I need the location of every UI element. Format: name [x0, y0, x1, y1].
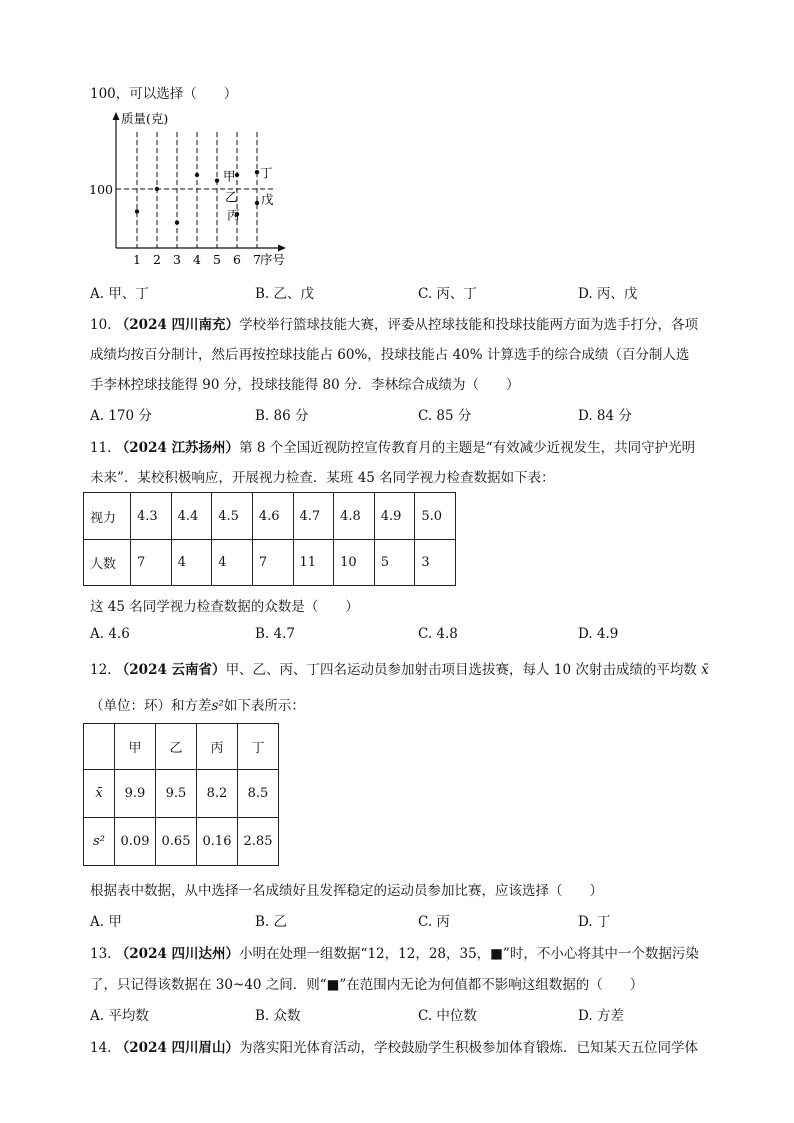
data-point	[155, 187, 159, 191]
q10-number: 10.	[90, 317, 112, 333]
shooting-header: 乙	[156, 724, 197, 770]
shooting-table	[83, 723, 279, 866]
x-tick-label: 3	[173, 252, 181, 267]
mean-cell: 9.9	[115, 770, 156, 818]
vision-row	[84, 493, 456, 540]
q13-option-a[interactable]: A. 平均数	[90, 1008, 149, 1024]
variance-cell: 2.85	[238, 818, 279, 866]
vision-cell: 4.9	[374, 493, 415, 540]
variance-row-label: s²	[84, 818, 115, 866]
q10-option-b[interactable]: B. 86 分	[255, 408, 309, 424]
x-tick-label: 7	[253, 252, 261, 267]
count-cell: 11	[293, 540, 334, 586]
q13-text: 小明在处理一组数据“12，12，28，35，■”时，不小心将其中一个数据污染	[239, 946, 699, 962]
q13-option-c[interactable]: C. 中位数	[418, 1008, 477, 1024]
data-point	[255, 201, 259, 205]
q11-line2: 未来”．某校积极响应，开展视力检查．某班 45 名同学视力检查数据如下表：	[90, 470, 555, 486]
q10-line3: 手李林控球技能得 90 分，投球技能得 80 分．李林综合成绩为（ ）	[90, 377, 520, 393]
count-row-label: 人数	[84, 540, 131, 586]
data-point	[215, 178, 219, 182]
q10-source: （2024 四川南充）	[115, 317, 240, 333]
mean-cell: 8.5	[238, 770, 279, 818]
q9-option-d[interactable]: D. 丙、戊	[578, 286, 638, 302]
q11-question: 这 45 名同学视力检查数据的众数是（ ）	[90, 599, 359, 615]
q13-source: （2024 四川达州）	[115, 946, 240, 962]
q12-option-a[interactable]: A. 甲	[90, 914, 122, 930]
q10-option-c[interactable]: C. 85 分	[418, 408, 472, 424]
s2-symbol: s²	[211, 698, 224, 714]
x-tick-label: 5	[213, 252, 221, 267]
q12-option-d[interactable]: D. 丁	[578, 914, 611, 930]
point-annotation: 丁	[260, 165, 273, 181]
point-annotation: 甲	[223, 168, 236, 184]
vision-row-label: 视力	[84, 493, 131, 540]
q14-line1	[90, 1036, 698, 1056]
shooting-header: 丁	[238, 724, 279, 770]
x-axis-label: 序号	[260, 252, 286, 267]
xbar-symbol: x̄	[701, 662, 709, 678]
q13-number: 13.	[90, 946, 112, 962]
q12-option-c[interactable]: C. 丙	[418, 914, 450, 930]
x-tick-label: 1	[133, 252, 141, 267]
count-row	[84, 540, 456, 586]
point-annotation: 丙	[227, 207, 240, 223]
count-cell: 3	[415, 540, 456, 586]
count-cell: 4	[171, 540, 212, 586]
q12-text2: （单位：环）和方差	[90, 698, 212, 714]
reference-label: 100	[89, 182, 113, 197]
data-point	[135, 209, 139, 213]
q12-text: 甲、乙、丙、丁四名运动员参加射击项目选拔赛，每人 10 次射击成绩的平均数	[225, 662, 697, 678]
q10-option-a[interactable]: A. 170 分	[90, 408, 152, 424]
shooting-header: 甲	[115, 724, 156, 770]
mass-scatter-chart	[89, 108, 300, 272]
q12-line2	[90, 694, 305, 714]
x-axis-arrow	[278, 245, 286, 252]
vision-cell: 4.7	[293, 493, 334, 540]
point-annotation: 乙	[225, 189, 238, 205]
point-annotation: 戊	[261, 192, 274, 208]
q14-source: （2024 四川眉山）	[115, 1040, 240, 1056]
q9-option-c[interactable]: C. 丙、丁	[418, 286, 477, 302]
y-axis-arrow	[113, 112, 120, 120]
vision-cell: 4.3	[131, 493, 172, 540]
q11-option-c[interactable]: C. 4.8	[418, 626, 458, 642]
vision-cell: 4.6	[252, 493, 293, 540]
q10-text: 学校举行篮球技能大赛，评委从控球技能和投球技能两方面为选手打分，各项	[239, 317, 699, 333]
q13-option-d[interactable]: D. 方差	[578, 1008, 624, 1024]
q12-number: 12.	[90, 662, 112, 678]
count-cell: 7	[252, 540, 293, 586]
q12-option-b[interactable]: B. 乙	[255, 914, 288, 930]
q9-option-b[interactable]: B. 乙、戊	[255, 286, 315, 302]
vision-table	[83, 492, 456, 586]
q10-line2: 成绩均按百分制计，然后再按控球技能占 60%，投球技能占 40% 计算选手的综合成绩（百分制人选	[90, 347, 690, 363]
count-cell: 7	[131, 540, 172, 586]
data-point	[175, 220, 179, 224]
shooting-header-row	[84, 724, 279, 770]
shooting-header: 丙	[197, 724, 238, 770]
q11-line1	[90, 436, 695, 456]
q10-line1	[90, 313, 698, 333]
q11-option-d[interactable]: D. 4.9	[578, 626, 619, 642]
vision-cell: 4.5	[212, 493, 253, 540]
mean-cell: 9.5	[156, 770, 197, 818]
q11-text: 第 8 个全国近视防控宣传教育月的主题是“有效减少近视发生，共同守护光明	[239, 440, 696, 456]
count-cell: 5	[374, 540, 415, 586]
vision-cell: 4.4	[171, 493, 212, 540]
variance-cell: 0.65	[156, 818, 197, 866]
vision-cell: 5.0	[415, 493, 456, 540]
x-tick-label: 4	[193, 252, 201, 267]
shooting-corner-cell	[84, 724, 115, 770]
q11-option-a[interactable]: A. 4.6	[90, 626, 130, 642]
q10-option-d[interactable]: D. 84 分	[578, 408, 632, 424]
count-cell: 4	[212, 540, 253, 586]
question-continuation: 100，可以选择（ ）	[90, 86, 238, 102]
q13-option-b[interactable]: B. 众数	[255, 1008, 301, 1024]
mean-row-label: x̄	[84, 770, 115, 818]
count-cell: 10	[334, 540, 375, 586]
q14-number: 14.	[90, 1040, 112, 1056]
data-point	[195, 173, 199, 177]
q11-number: 11.	[90, 440, 112, 456]
q12-line1	[90, 658, 709, 678]
x-tick-label: 2	[153, 252, 161, 267]
x-tick-label: 6	[233, 252, 241, 267]
q12-question: 根据表中数据，从中选择一名成绩好且发挥稳定的运动员参加比赛，应该选择（ ）	[90, 883, 603, 899]
mean-cell: 8.2	[197, 770, 238, 818]
vision-cell: 4.8	[334, 493, 375, 540]
mean-row	[84, 770, 279, 818]
q9-option-a[interactable]: A. 甲、丁	[90, 286, 149, 302]
variance-row	[84, 818, 279, 866]
data-point	[255, 170, 259, 174]
variance-cell: 0.16	[197, 818, 238, 866]
q11-option-b[interactable]: B. 4.7	[255, 626, 295, 642]
variance-cell: 0.09	[115, 818, 156, 866]
q11-source: （2024 江苏扬州）	[115, 440, 240, 456]
q12-text3: 如下表所示：	[223, 698, 305, 714]
q12-source: （2024 云南省）	[115, 662, 226, 678]
y-axis-label: 质量(克)	[121, 111, 169, 126]
q14-text: 为落实阳光体育活动，学校鼓励学生积极参加体育锻炼．已知某天五位同学体	[239, 1040, 699, 1056]
q13-line2: 了，只记得该数据在 30~40 之间．则“■”在范围内无论为何值都不影响这组数据的（ ）	[90, 977, 644, 993]
q13-line1	[90, 942, 699, 962]
